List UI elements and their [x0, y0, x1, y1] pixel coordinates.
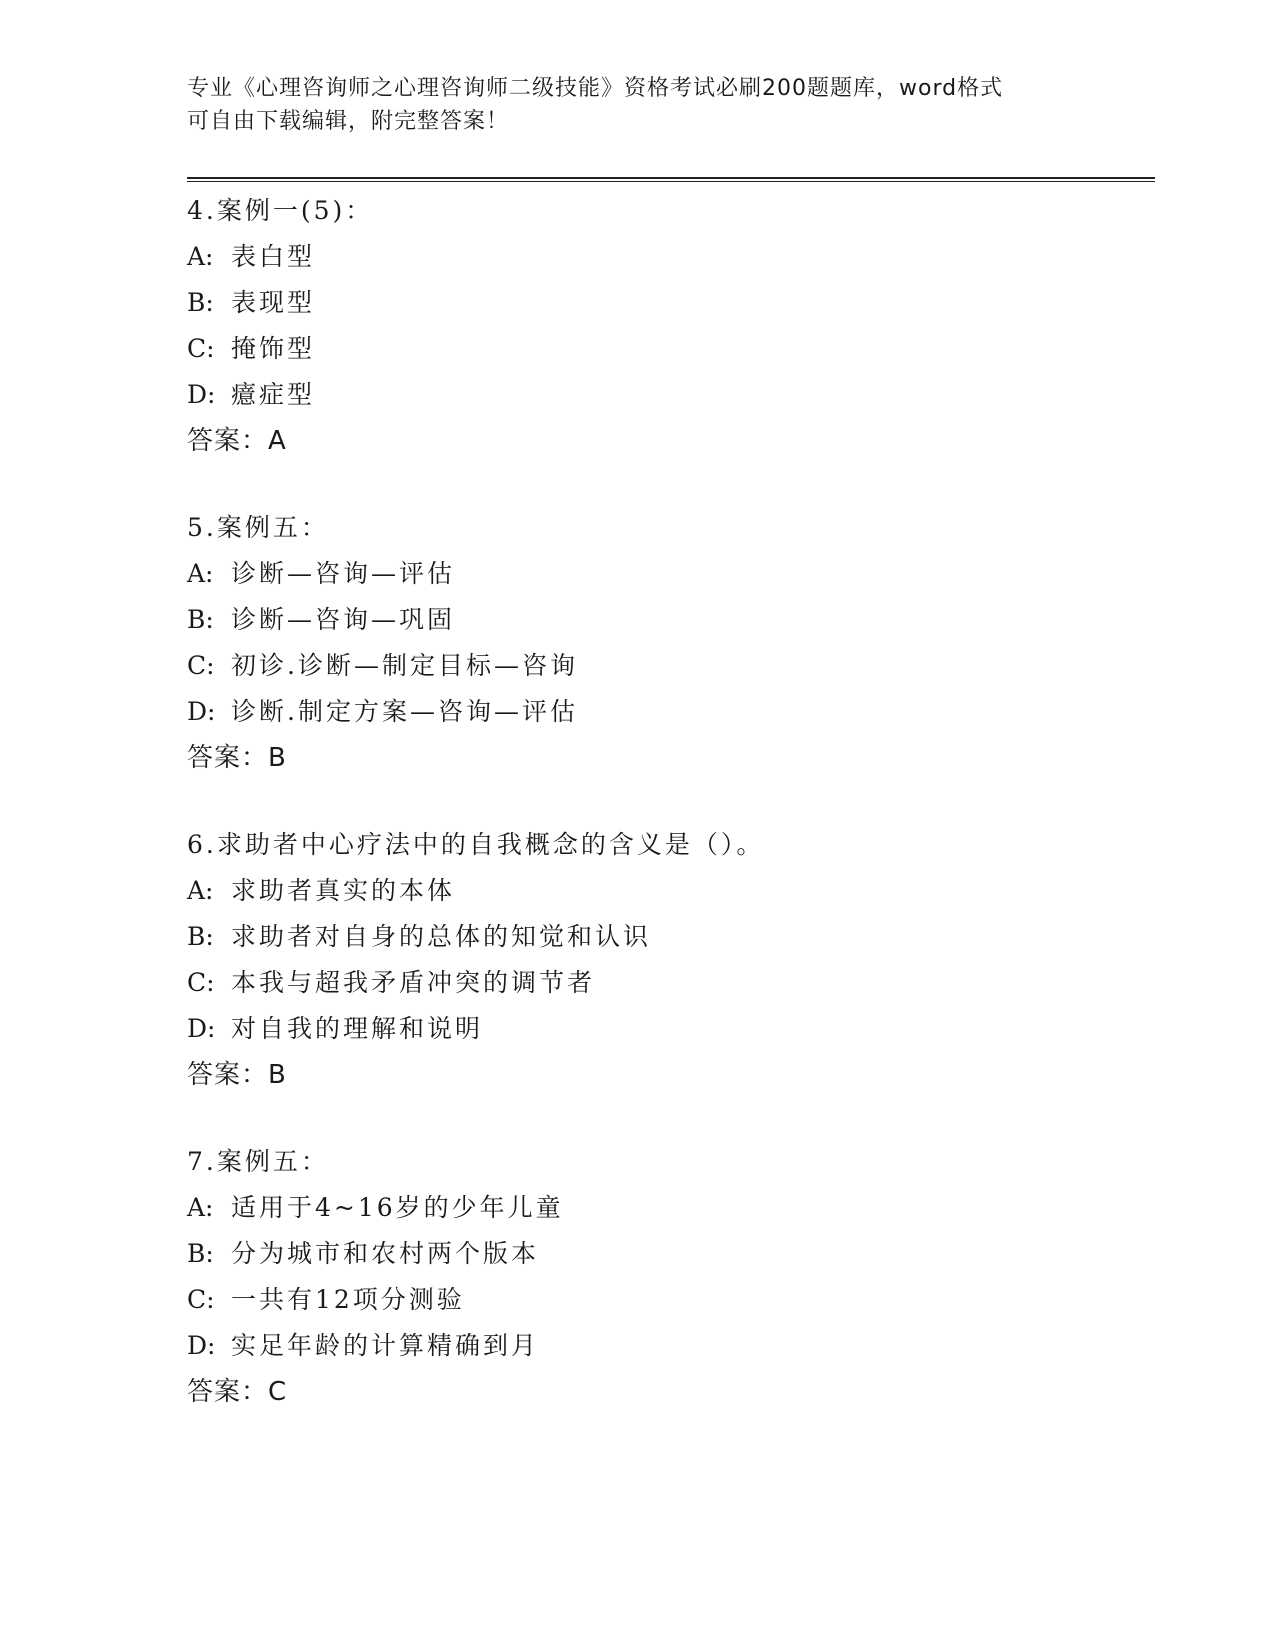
- option-text: 求助者对自身的总体的知觉和认识: [231, 922, 652, 951]
- option-text: 实足年龄的计算精确到月: [231, 1331, 540, 1360]
- option-letter: D:: [187, 697, 216, 726]
- option-a: [187, 234, 1147, 280]
- option-d: [187, 689, 1147, 735]
- question-stem: 7.案例五：: [187, 1147, 329, 1176]
- question-stem: 5.案例五：: [187, 513, 329, 542]
- header-line-1: 专业《心理咨询师之心理咨询师二级技能》资格考试必刷200题题库，word格式: [187, 76, 1004, 101]
- option-letter: B:: [187, 1239, 214, 1268]
- question-stem: 4.案例一(5)：: [187, 196, 374, 225]
- option-text: 初诊.诊断—制定目标—咨询: [231, 651, 578, 680]
- answer-line: 答案：B: [187, 743, 287, 773]
- option-text: 分为城市和农村两个版本: [231, 1239, 540, 1268]
- option-b: [187, 597, 1147, 643]
- option-d: [187, 1006, 1147, 1052]
- option-letter: A:: [187, 876, 214, 905]
- option-letter: D:: [187, 1014, 216, 1043]
- option-letter: C:: [187, 334, 215, 363]
- option-letter: C:: [187, 968, 215, 997]
- option-text: 表现型: [231, 288, 316, 317]
- option-letter: A:: [187, 1193, 214, 1222]
- option-text: 表白型: [231, 242, 316, 271]
- option-letter: B:: [187, 922, 214, 951]
- option-letter: C:: [187, 1285, 215, 1314]
- option-c: [187, 326, 1147, 372]
- header-divider: [187, 177, 1155, 182]
- option-b: [187, 280, 1147, 326]
- option-text: 对自我的理解和说明: [231, 1014, 484, 1043]
- option-text: 求助者真实的本体: [231, 876, 456, 905]
- option-text: 诊断—咨询—评估: [231, 559, 456, 588]
- option-letter: B:: [187, 605, 214, 634]
- option-c: [187, 960, 1147, 1006]
- option-text: 癔症型: [231, 380, 316, 409]
- option-c: [187, 643, 1147, 689]
- option-text: 诊断.制定方案—咨询—评估: [231, 697, 578, 726]
- option-letter: A:: [187, 242, 214, 271]
- question-5: [187, 505, 1147, 781]
- option-text: 适用于4~16岁的少年儿童: [231, 1193, 564, 1222]
- option-a: [187, 551, 1147, 597]
- option-text: 诊断—咨询—巩固: [231, 605, 456, 634]
- option-text: 掩饰型: [231, 334, 316, 363]
- option-text: 本我与超我矛盾冲突的调节者: [231, 968, 596, 997]
- answer-line: 答案：B: [187, 1060, 287, 1090]
- answer-line: 答案：C: [187, 1377, 288, 1407]
- option-d: [187, 372, 1147, 418]
- option-letter: D:: [187, 1331, 216, 1360]
- answer-line: 答案：A: [187, 426, 287, 456]
- option-letter: D:: [187, 380, 216, 409]
- option-b: [187, 1231, 1147, 1277]
- option-d: [187, 1323, 1147, 1369]
- document-header: [187, 72, 1067, 138]
- option-a: [187, 868, 1147, 914]
- question-stem: 6.求助者中心疗法中的自我概念的含义是（）。: [187, 830, 765, 859]
- option-letter: B:: [187, 288, 214, 317]
- option-letter: C:: [187, 651, 215, 680]
- question-list: [187, 188, 1147, 1456]
- question-7: [187, 1139, 1147, 1415]
- option-c: [187, 1277, 1147, 1323]
- question-6: [187, 822, 1147, 1098]
- option-b: [187, 914, 1147, 960]
- header-line-2: 可自由下载编辑，附完整答案！: [187, 109, 510, 134]
- question-4: [187, 188, 1147, 464]
- option-text: 一共有12项分测验: [231, 1285, 465, 1314]
- option-letter: A:: [187, 559, 214, 588]
- option-a: [187, 1185, 1147, 1231]
